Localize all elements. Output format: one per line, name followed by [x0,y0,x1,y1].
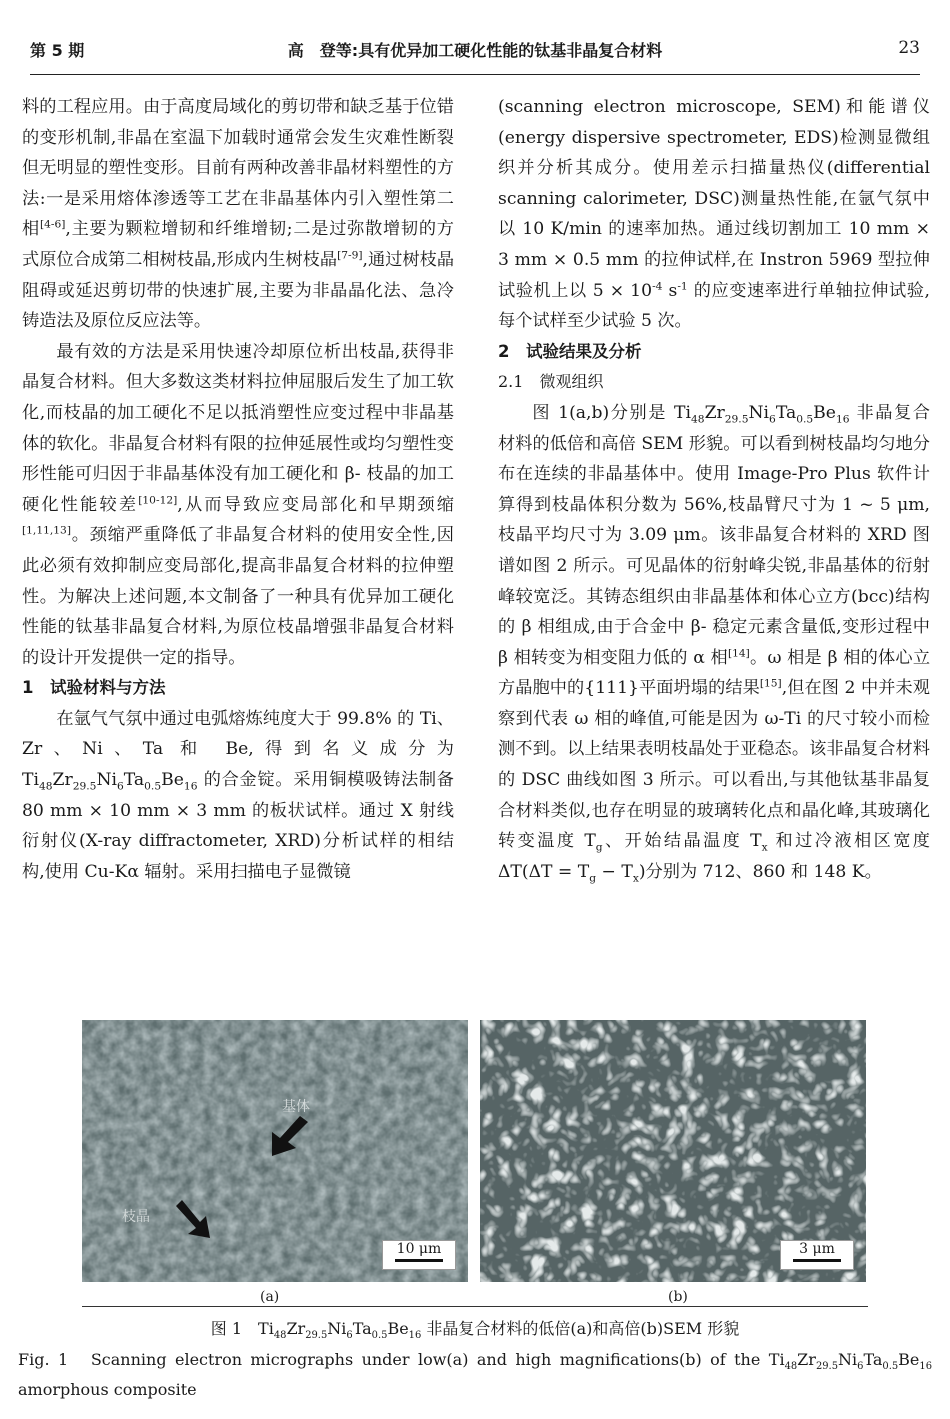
running-header [30,38,920,68]
paragraph-intro-continued: 料的工程应用。由于高度局域化的剪切带和缺乏基于位错的变形机制,非晶在室温下加载时通常会发生灾难性断裂但无明显的塑性变形。目前有两种改善非晶材料塑性的方法:一是采用熔体渗透等工艺在非晶基体内引入塑性第二相[4-6],主要为颗粒增韧和纤维增韧;二是过弥散增韧的方式原位合成第二相树枝晶,形成内生树枝晶[7-9],通过树枝晶阻碍或延迟剪切带的快速扩展,主要为非晶晶化法、急冷铸造法及原位反应法等。 [22,97,455,332]
figure-caption-cn: 图 1 $Ti_{48}Zr_{29.5}Ni_6Ta_{0.5}Be_{16}$ 非晶复合材料的低倍(a)和高倍(b)SEM 形貌 [210,1319,740,1342]
scale-bar-b: 3 μm [780,1240,854,1270]
paragraph-methods: 在氩气气氛中通过电弧熔炼纯度大于 99.8% 的 Ti、Zr、Ni、Ta 和 Be,得到名义成分为 $Ti_{48}Zr_{29.5}Ni_6Ta_{0.5}Be_{16}$ 的合金锭。采用铜模吸铸法制备 80 mm × 10 mm × 3 mm 的板状试样。通过 X 射线衍射仪(X-ray diffractometer, XRD)分析试样的相结构,使用 Cu-Kα 辐射。采用扫描电子显微镜 [22,708,454,882]
label-dendrite: 枝晶 [122,1209,150,1225]
ref-14: [14] [727,645,750,659]
ref-4-6: [4-6] [39,217,66,231]
ref-7-9: [7-9] [337,248,363,262]
ref-1-11-13: [1,11,13] [22,523,71,537]
ref-15: [15] [759,676,782,690]
page-number: 23 [898,38,920,58]
left-column [22,92,454,887]
subsection-heading-2-1: 2.1 微观组织 [498,372,604,392]
figure-caption-en: Fig. 1 Scanning electron micrographs under low(a) and high magnifications(b) of the $Ti_{48}Zr_{29.5}Ni_6Ta_{0.5}Be_{16}$ amorphous composite [18,1350,933,1399]
paragraph-motivation: 最有效的方法是采用快速冷却原位析出枝晶,获得非晶复合材料。但大多数这类材料拉伸屈服后发生了加工软化,而枝晶的加工硬化不足以抵消塑性应变过程中非晶基体的软化。非晶复合材料有限的拉伸延展性或均匀塑性变形性能可归因于非晶基体没有加工硬化和 β- 枝晶的加工硬化性能较差[10-12],从而导致应变局部化和早期颈缩[1,11,13]。颈缩严重降低了非晶复合材料的使用安全性,因此必须有效抑制应变局部化,提高非晶复合材料的拉伸塑性。为解决上述问题,本文制备了一种具有优异加工硬化性能的钛基非晶复合材料,为原位枝晶增强非晶复合材料的设计开发提供一定的指导。 [22,341,454,668]
alloy-formula: $Ti_{48}Zr_{29.5}Ni_6Ta_{0.5}Be_{16}$ [674,402,850,426]
figure-rule [82,1306,868,1307]
sublabel-a: (a) [260,1289,280,1305]
right-column [498,92,930,887]
header-rule [30,74,920,75]
issue-number: 第 5 期 [30,41,85,60]
running-title: 高 登等:具有优异加工硬化性能的钛基非晶复合材料 [287,41,663,60]
ref-10-12: [10-12] [138,492,178,506]
label-matrix: 基体 [282,1099,310,1115]
scale-bar-a: 10 μm [382,1240,456,1270]
paragraph-microstructure: 图 1(a,b)分别是 $Ti_{48}Zr_{29.5}Ni_6Ta_{0.5}Be_{16}$ 非晶复合材料的低倍和高倍 SEM 形貌。可以看到树枝晶均匀地分布在连续的非晶基体中。使用 Image-Pro Plus 软件计算得到枝晶体积分数为 56%,枝晶臂尺寸为 1 ~ 5 μm,枝晶平均尺寸为 3.09 μm。该非晶复合材料的 XRD 图谱如图 2 所示。可见晶体的衍射峰尖锐,非晶基体的衍射峰较宽泛。其铸态组织由非晶基体和体心立方(bcc)结构的 β 相组成,由于合金中 β- 稳定元素含量低,变形过程中 β 相转变为相变阻力低的 α 相[14]。ω 相是 β 相的体心立方晶胞中的{111}平面坍塌的结果[15],但在图 2 中并未观察到代表 ω 相的峰值,可能是因为 ω-Ti 的尺寸较小而检测不到。以上结果表明枝晶处于亚稳态。该非晶复合材料的 DSC 曲线如图 3 所示。可以看出,与其他钛基非晶复合材料类似,也存在明显的玻璃转化点和晶化峰,其玻璃化转变温度 $T_g$、开始结晶温度 $T_x$ 和过冷液相区宽度 $\Delta T(\Delta T = T_g - T_x)$分别为 712、860 和 148 K。 [498,402,931,885]
section-heading-2: 2 试验结果及分析 [498,341,642,361]
alloy-formula: $Ti_{48}Zr_{29.5}Ni_6Ta_{0.5}Be_{16}$ [22,770,198,793]
section-heading-1: 1 试验材料与方法 [22,678,166,698]
paragraph-methods-continued: (scanning electron microscope, SEM)和能谱仪(energy dispersive spectrometer, EDS)检测显微组织并分析其成分。使用差示扫描量热仪(differential scanning calorimeter, DSC)测量热性能,在氩气氛中以 10 K/min 的速率加热。通过线切割加工 10 mm × 3 mm × 0.5 mm 的拉伸试样,在 Instron 5969 型拉伸试验机上以 $5 \times 10^{-4}$ $s^{-1}$ 的应变速率进行单轴拉伸试验,每个试样至少试验 5 次。 [498,97,930,332]
sublabel-b: (b) [668,1289,688,1305]
sem-micrograph-low [82,1020,468,1282]
sem-micrograph-high [480,1020,866,1282]
